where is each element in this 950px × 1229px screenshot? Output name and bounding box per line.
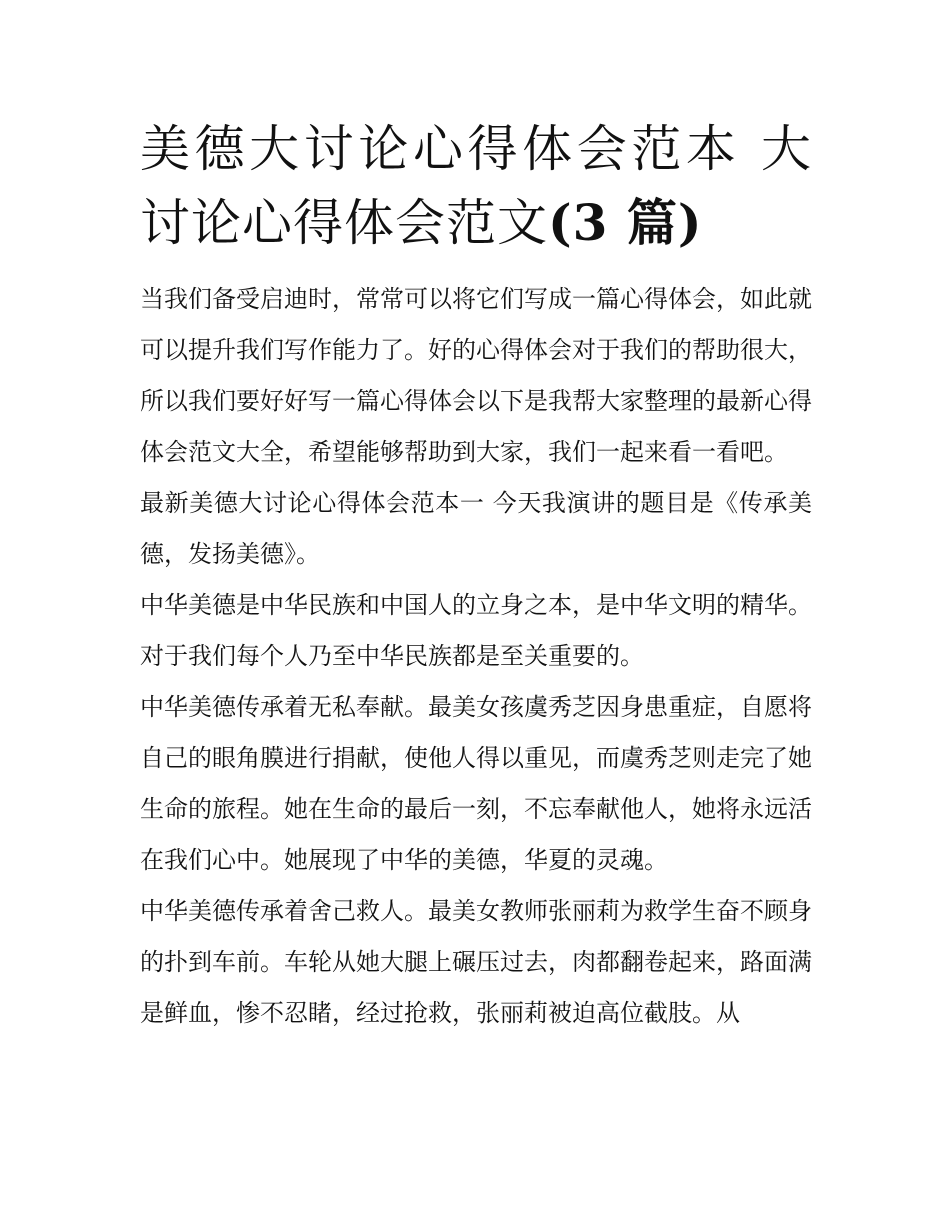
document-title-suffix: (3 篇) xyxy=(548,193,703,252)
paragraph-virtue-essence: 中华美德是中华民族和中国人的立身之本，是中华文明的精华。对于我们每个人乃至中华民族都是至关重要的。 xyxy=(140,591,812,670)
document-title-main: 美德大讨论心得体会范本 大讨论心得体会范文 xyxy=(140,120,812,252)
paragraph-intro: 当我们备受启迪时，常常可以将它们写成一篇心得体会，如此就可以提升我们写作能力了。好的心得体会对于我们的帮助很大，所以我们要好好写一篇心得体会以下是我帮大家整理的最新心得体会范文大全，希望能够帮助到大家，我们一起来看一看吧。 xyxy=(140,285,812,466)
paragraph-selfless-dedication: 中华美德传承着无私奉献。最美女孩虞秀芝因身患重症，自愿将自己的眼角膜进行捐献，使他人得以重见，而虞秀芝则走完了她生命的旅程。她在生命的最后一刻，不忘奉献他人，她将永远活在我们心中。她展现了中华的美德，华夏的灵魂。 xyxy=(140,693,812,874)
paragraph-self-sacrifice: 中华美德传承着舍己救人。最美女教师张丽莉为救学生奋不顾身的扑到车前。车轮从她大腿上碾压过去，肉都翻卷起来，路面满是鲜血，惨不忍睹，经过抢救，张丽莉被迫高位截肢。从 xyxy=(140,897,812,1027)
paragraph-speech-topic: 最新美德大讨论心得体会范本一 今天我演讲的题目是《传承美德，发扬美德》。 xyxy=(140,489,812,568)
document-title xyxy=(140,112,812,260)
document-page xyxy=(140,112,812,1039)
